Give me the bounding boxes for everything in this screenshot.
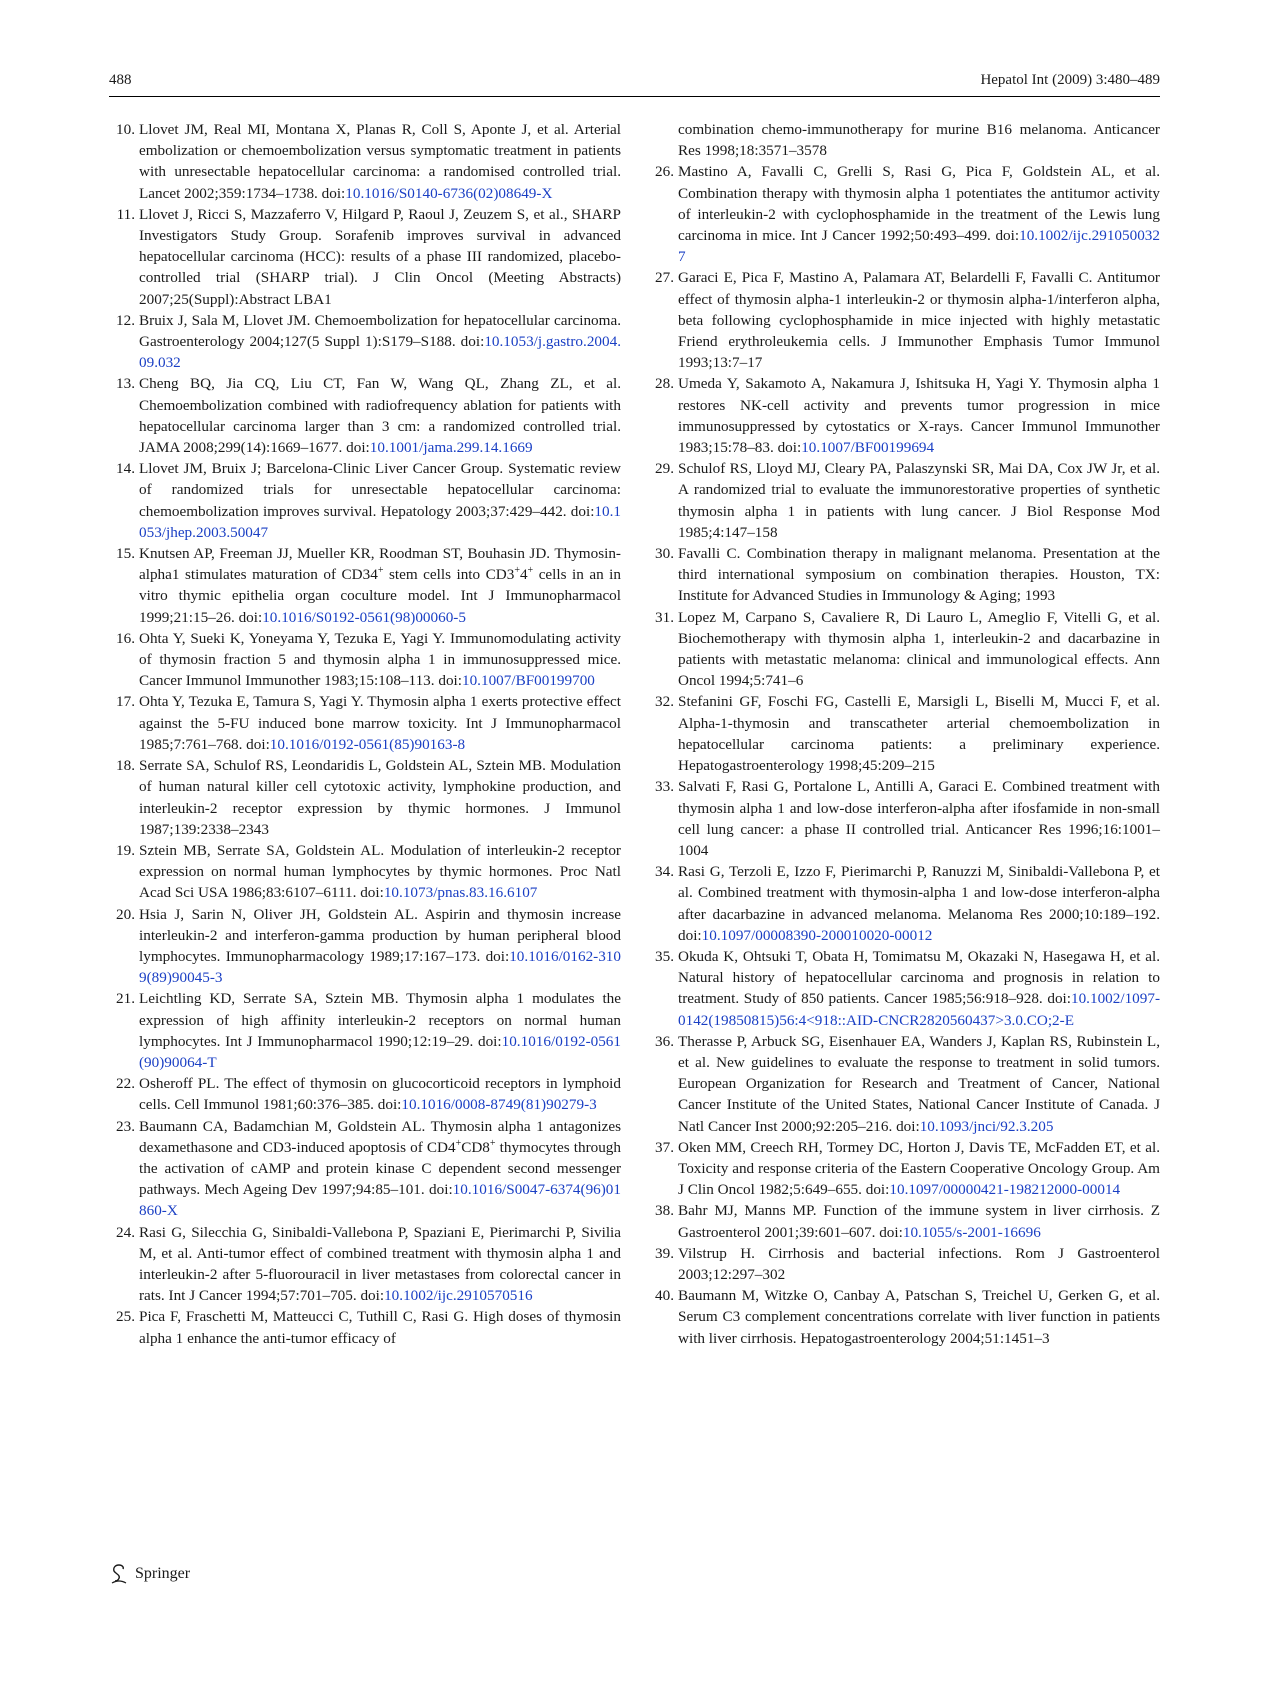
reference-entry [648,776,1160,861]
reference-text [678,861,1160,946]
reference-text-part: cells in an in vitro thymic epithelia organ coculture model. Int J Immunopharmacol 1999;21:15–26. doi: [139,566,621,626]
reference-number: 28. [655,375,674,393]
doi-link[interactable]: 10.1055/s-2001-16696 [902,1223,1041,1241]
reference-text [139,119,621,204]
reference-text [139,458,621,543]
doi-link[interactable]: 10.1073/pnas.83.16.6107 [383,884,538,902]
reference-citation: Leichtling KD, Serrate SA, Sztein MB. Thymosin alpha 1 modulates the expression of high affinity interleukin-2 receptors on normal human lymphocytes. Int J Immunopharmacol 1990;12:19–29. doi: [139,990,621,1050]
reference-number: 38. [655,1202,674,1220]
reference-number: 21. [116,990,135,1008]
doi-link[interactable]: 10.1002/1097-0142(19850815)56:4<918::AID-CNCR2820560437>3.0.CO;2-E [678,990,1160,1029]
journal-citation: Hepatol Int (2009) 3:480–489 [980,72,1160,88]
reference-number: 36. [655,1032,674,1050]
reference-text-part: Baumann CA, Badamchian M, Goldstein AL. Thymosin alpha 1 antagonizes dexamethasone and CD3-induced apoptosis of CD4 [139,1117,621,1156]
reference-entry [648,1200,1160,1242]
reference-citation: Oken MM, Creech RH, Tormey DC, Horton J, Davis TE, McFadden ET, et al. Toxicity and response criteria of the Eastern Cooperative Oncology Group. Am J Clin Oncol 1982;5:649–655. doi: [678,1138,1160,1199]
reference-text [139,1222,621,1307]
reference-text-part: thymocytes through the activation of cAMP and protein kinase C dependent second messenger pathways. Mech Ageing Dev 1997;94:85–101. doi: [139,1138,621,1199]
doi-link[interactable]: 10.1016/0192-0561(90)90064-T [139,1032,621,1071]
reference-entry [648,267,1160,373]
reference-text [678,607,1160,692]
reference-number: 35. [655,947,674,965]
reference-text [139,310,621,374]
reference-text [678,458,1160,543]
reference-number: 30. [655,545,674,563]
reference-text [678,543,1160,607]
reference-text-part: Knutsen AP, Freeman JJ, Mueller KR, Roodman ST, Bouhasin JD. Thymosin-alpha1 stimulates maturation of CD34 [139,545,621,584]
reference-number: 14. [116,460,135,478]
reference-citation: combination chemo-immunotherapy for murine B16 melanoma. Anticancer Res 1998;18:3571–3578 [678,121,1160,160]
reference-entry [109,628,621,692]
reference-citation: Llovet JM, Real MI, Montana X, Planas R, Coll S, Aponte J, et al. Arterial embolization or chemoembolization versus symptomatic treatment in patients with unresectable hepatocellular carcinoma: a randomised controlled trial. Lancet 2002;359:1734–1738. doi: [139,121,621,202]
reference-entry [109,691,621,755]
reference-citation: Llovet J, Ricci S, Mazzaferro V, Hilgard P, Raoul J, Zeuzem S, et al., SHARP Investigators Study Group. Sorafenib improves survival in advanced hepatocellular carcinoma (HCC): results of a phase III randomized, placebo-controlled trial (SHARP trial). J Clin Oncol (Meeting Abstracts) 2007;25(Suppl):Abstract LBA1 [139,205,621,308]
reference-citation: Favalli C. Combination therapy in malignant melanoma. Presentation at the third international symposium on combination therapies. Houston, TX: Institute for Advanced Studies in Immunology & Aging; 1993 [678,545,1160,605]
doi-link[interactable]: 10.1053/jhep.2003.50047 [139,502,621,541]
reference-text-part: CD8 [461,1138,490,1156]
reference-entry [648,1031,1160,1137]
reference-text [139,1116,621,1222]
superscript: + [514,565,520,577]
reference-number: 10. [116,121,135,138]
reference-number: 19. [116,841,135,859]
reference-citation: Ohta Y, Sueki K, Yoneyama Y, Tezuka E, Yagi Y. Immunomodulating activity of thymosin fraction 5 and thymosin alpha 1 in immunosuppressed mice. Cancer Immunol Immunother 1983;15:108–113. doi: [139,629,621,690]
reference-entry [648,119,1160,161]
reference-text [678,267,1160,373]
publisher-name: Springer [135,1565,191,1582]
reference-text [139,373,621,458]
reference-citation: Bruix J, Sala M, Llovet JM. Chemoembolization for hepatocellular carcinoma. Gastroenterology 2004;127(5 Suppl 1):S179–S188. doi: [139,311,621,351]
springer-logo-icon [109,1563,129,1585]
doi-link[interactable]: 10.1016/S0140-6736(02)08649-X [345,184,553,202]
reference-number: 25. [116,1308,135,1326]
reference-number: 18. [116,757,135,775]
reference-text [678,1200,1160,1242]
reference-text [139,840,621,904]
reference-text [678,1285,1160,1349]
doi-link[interactable]: 10.1093/jnci/92.3.205 [919,1117,1054,1135]
reference-entry [109,840,621,904]
reference-entry [109,1116,621,1222]
reference-entry [109,543,621,628]
reference-citation: Stefanini GF, Foschi FG, Castelli E, Marsigli L, Biselli M, Mucci F, et al. Alpha-1-thymosin and transcatheter arterial chemoembolization in hepatocellular carcinoma patients: a preliminary experience. Hepatogastroenterology 1998;45:209–215 [678,693,1160,775]
reference-text [139,755,621,840]
reference-entry [109,310,621,374]
reference-citation: Therasse P, Arbuck SG, Eisenhauer EA, Wanders J, Kaplan RS, Rubinstein L, et al. New guidelines to evaluate the response to treatment in solid tumors. European Organization for Research and Treatment of Cancer, National Cancer Institute of the United States, National Cancer Institute of Canada. J Natl Cancer Inst 2000;92:205–216. doi: [678,1032,1160,1135]
header-rule [109,96,1160,97]
reference-text [678,1031,1160,1137]
doi-link[interactable]: 10.1016/S0047-6374(96)01860-X [139,1181,621,1220]
reference-citation: Cheng BQ, Jia CQ, Liu CT, Fan W, Wang QL, Zhang ZL, et al. Chemoembolization combined with radiofrequency ablation for patients with hepatocellular carcinoma larger than 3 cm: a randomized controlled trial. JAMA 2008;299(14):1669–1677. doi: [139,375,621,457]
reference-text [139,628,621,692]
reference-entry [648,861,1160,946]
reference-number: 16. [116,629,135,647]
reference-entry [648,1243,1160,1285]
reference-citation: Lopez M, Carpano S, Cavaliere R, Di Lauro L, Ameglio F, Vitelli G, et al. Biochemotherapy with thymosin alpha 1, interleukin-2 and dacarbazine in patients with metastatic melanoma: clinical and immunological effects. Ann Oncol 1994;5:741–6 [678,608,1160,690]
reference-entry [109,904,621,989]
references-right-column [648,119,1160,1349]
reference-text [678,373,1160,458]
reference-text [139,904,621,989]
reference-citation: Bahr MJ, Manns MP. Function of the immune system in liver cirrhosis. Z Gastroenterol 2001;39:601–607. doi: [678,1202,1160,1241]
doi-link[interactable]: 10.1002/ijc.2910500327 [678,227,1160,266]
reference-entry [109,458,621,543]
reference-entry [109,204,621,310]
reference-citation: Osheroff PL. The effect of thymosin on glucocorticoid receptors in lymphoid cells. Cell Immunol 1981;60:376–385. doi: [139,1075,621,1114]
reference-number: 20. [116,905,135,923]
reference-entry [648,458,1160,543]
reference-text [678,946,1160,1031]
reference-entry [648,691,1160,776]
reference-number: 39. [655,1244,674,1262]
reference-entry [648,1137,1160,1201]
doi-link[interactable]: 10.1001/jama.299.14.1669 [369,439,533,457]
reference-number: 37. [655,1138,674,1156]
reference-number: 11. [116,205,135,223]
reference-number: 31. [655,608,674,626]
superscript: + [377,565,384,577]
page-number: 488 [109,72,132,88]
reference-text [678,1137,1160,1201]
doi-link[interactable]: 10.1007/BF00199694 [801,439,935,457]
reference-text [139,988,621,1073]
reference-citation: Hsia J, Sarin N, Oliver JH, Goldstein AL. Aspirin and thymosin increase interleukin-2 and interferon-gamma production by human peripheral blood lymphocytes. Immunopharmacology 1989;17:167–173. doi: [139,905,621,965]
reference-entry [109,755,621,840]
reference-citation: Salvati F, Rasi G, Portalone L, Antilli A, Garaci E. Combined treatment with thymosin alpha 1 and low-dose interferon-alpha after ifosfamide in non-small cell lung cancer: a phase II controlled trial. Anticancer Res 1996;16:1001–1004 [678,778,1160,859]
references-left-column [109,119,621,1349]
reference-entry [109,1306,621,1348]
reference-entry [109,1073,621,1115]
reference-citation: Garaci E, Pica F, Mastino A, Palamara AT, Belardelli F, Favalli C. Antitumor effect of thymosin alpha-1 interleukin-2 or thymosin alpha-1/interferon alpha, beta following cyclophosphamide in mice injected with highly metastatic Friend erythroleukemia cells. J Immunother Emphasis Tumor Immunol 1993;13:7–17 [678,269,1160,372]
reference-text-part: 4 [519,566,528,584]
reference-citation: Umeda Y, Sakamoto A, Nakamura J, Ishitsuka H, Yagi Y. Thymosin alpha 1 restores NK-cell activity and prevents tumor progression in mice immunosuppressed by cytostatics or X-rays. Cancer Immunol Immunother 1983;15:78–83. doi: [678,375,1160,457]
reference-number: 32. [655,693,674,711]
doi-link[interactable]: 10.1016/0192-0561(85)90163-8 [269,735,466,753]
reference-text [139,1073,621,1115]
reference-number: 22. [116,1075,135,1093]
doi-link[interactable]: 10.1002/ijc.2910570516 [384,1287,533,1305]
reference-number: 27. [655,269,674,287]
reference-citation: Rasi G, Silecchia G, Sinibaldi-Vallebona P, Spaziani E, Pierimarchi P, Sivilia M, et al. Anti-tumor effect of combined treatment with thymosin alpha 1 and interleukin-2 after 5-fluorouracil in liver metastases from colorectal cancer in rats. Int J Cancer 1994;57:701–705. doi: [139,1223,621,1305]
doi-link[interactable]: 10.1016/S0192-0561(98)00060-5 [262,608,466,626]
page-header [109,72,1160,96]
reference-entry [648,607,1160,692]
reference-citation: Schulof RS, Lloyd MJ, Cleary PA, Palaszynski SR, Mai DA, Cox JW Jr, et al. A randomized trial to evaluate the immunorestorative properties of synthetic thymosin alpha 1 in patients with lung cancer. J Biol Response Mod 1985;4:147–158 [678,460,1160,541]
reference-number: 23. [116,1117,135,1135]
page-footer [109,1563,190,1585]
superscript: + [489,1137,496,1149]
doi-link[interactable]: 10.1016/0162-3109(89)90045-3 [139,947,621,987]
reference-text [678,691,1160,776]
reference-entry [648,543,1160,607]
reference-number: 24. [116,1223,135,1241]
reference-number: 13. [116,375,135,393]
reference-number: 40. [655,1287,674,1305]
reference-citation: Okuda K, Ohtsuki T, Obata H, Tomimatsu M, Okazaki N, Hasegawa H, et al. Natural history of hepatocellular carcinoma and prognosis in relation to treatment. Study of 850 patients. Cancer 1985;56:918–928. doi: [678,947,1160,1008]
reference-number: 34. [655,863,674,881]
superscript: + [527,565,534,577]
reference-citation: Ohta Y, Tezuka E, Tamura S, Yagi Y. Thymosin alpha 1 exerts protective effect against the 5-FU induced bone marrow toxicity. Int J Immunopharmacol 1985;7:761–768. doi: [139,693,621,753]
reference-text [678,161,1160,267]
reference-number: 26. [655,163,674,181]
reference-number: 17. [116,693,135,711]
reference-entry [648,1285,1160,1349]
superscript: + [455,1137,462,1149]
reference-text [678,776,1160,861]
reference-number: 33. [655,778,674,796]
reference-entry [109,1222,621,1307]
doi-link[interactable]: 10.1007/BF00199700 [461,672,595,690]
doi-link[interactable]: 10.1097/00000421-198212000-00014 [889,1181,1121,1199]
reference-number: 15. [116,545,135,563]
reference-citation: Serrate SA, Schulof RS, Leondaridis L, Goldstein AL, Sztein MB. Modulation of human natural killer cell cytotoxic activity, lymphokine production, and interleukin-2 receptor expression by thymic hormones. J Immunol 1987;139:2338–2343 [139,757,621,838]
reference-citation: Baumann M, Witzke O, Canbay A, Patschan S, Treichel U, Gerken G, et al. Serum C3 complement concentrations correlate with liver function in patients with liver cirrhosis. Hepatogastroenterology 2004;51:1451–3 [678,1287,1160,1347]
reference-citation: Llovet JM, Bruix J; Barcelona-Clinic Liver Cancer Group. Systematic review of randomized trials for unresectable hepatocellular carcinoma: chemoembolization improves survival. Hepatology 2003;37:429–442. doi: [139,460,621,520]
reference-entry [109,988,621,1073]
reference-number: 12. [116,311,135,329]
reference-citation: Sztein MB, Serrate SA, Goldstein AL. Modulation of interleukin-2 receptor expression on normal human lymphocytes by thymic hormones. Proc Natl Acad Sci USA 1986;83:6107–6111. doi: [139,841,621,902]
reference-text [139,204,621,310]
reference-entry [109,373,621,458]
reference-entry [648,946,1160,1031]
reference-number: 29. [655,460,674,478]
reference-text [678,1243,1160,1285]
reference-text [678,119,1160,161]
reference-citation: Rasi G, Terzoli E, Izzo F, Pierimarchi P, Ranuzzi M, Sinibaldi-Vallebona P, et al. Combined treatment with thymosin-alpha 1 and low-dose interferon-alpha after dacarbazine in advanced melanoma. Melanoma Res 2000;10:189–192. doi: [678,863,1160,944]
doi-link[interactable]: 10.1053/j.gastro.2004.09.032 [139,333,621,372]
reference-entry [648,373,1160,458]
reference-text-part: stem cells into CD3 [383,566,515,584]
reference-citation: Pica F, Fraschetti M, Matteucci C, Tuthill C, Rasi G. High doses of thymosin alpha 1 enhance the anti-tumor efficacy of [139,1308,621,1347]
doi-link[interactable]: 10.1097/00008390-200010020-00012 [701,926,933,944]
reference-entry [648,161,1160,267]
reference-text [139,691,621,755]
doi-link[interactable]: 10.1016/0008-8749(81)90279-3 [401,1096,597,1114]
reference-citation: Vilstrup H. Cirrhosis and bacterial infections. Rom J Gastroenterol 2003;12:297–302 [678,1244,1160,1283]
reference-text [139,1306,621,1348]
reference-text [139,543,621,628]
reference-entry [109,119,621,204]
reference-citation: Mastino A, Favalli C, Grelli S, Rasi G, Pica F, Goldstein AL, et al. Combination therapy with thymosin alpha 1 potentiates the antitumor activity of interleukin-2 with cyclophosphamide in the treatment of the Lewis lung carcinoma in mice. Int J Cancer 1992;50:493–499. doi: [678,163,1160,245]
